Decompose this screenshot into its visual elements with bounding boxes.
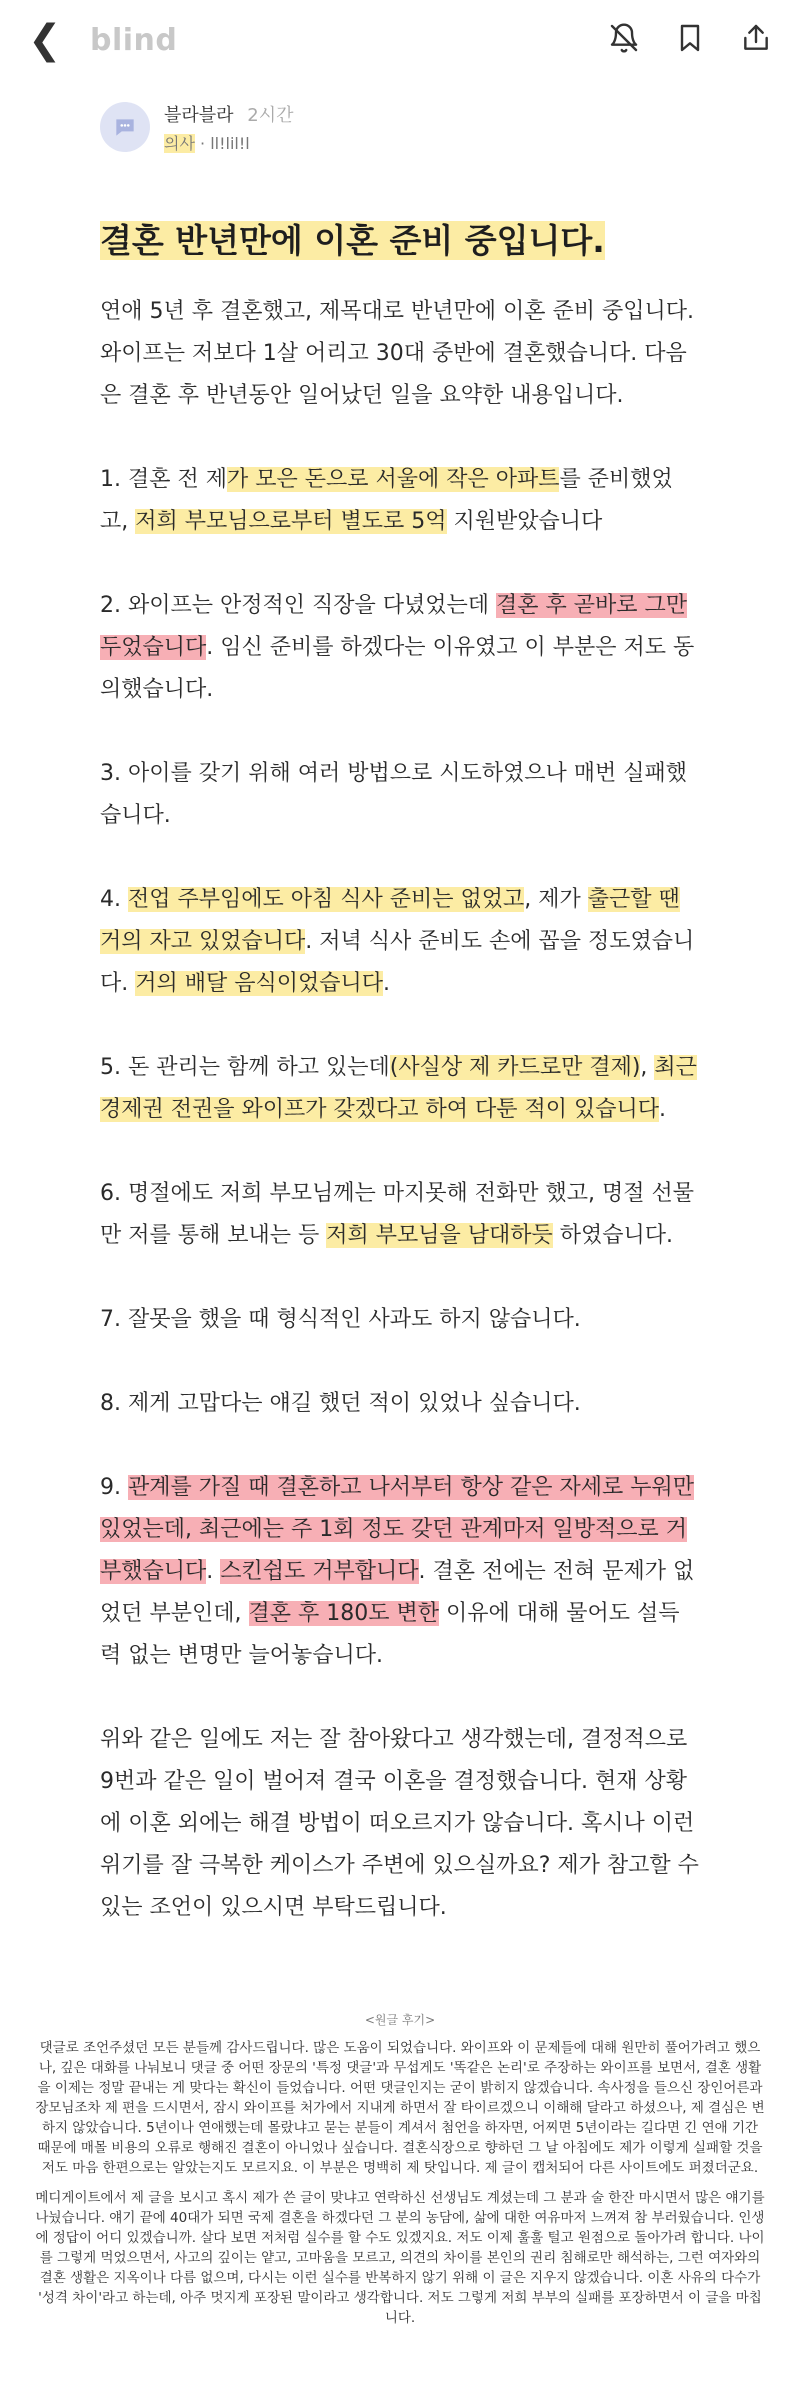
bell-off-icon[interactable] [608, 22, 640, 58]
post-intro: 연애 5년 후 결혼했고, 제목대로 반년만에 이혼 준비 중입니다. 와이프는 저보다 1살 어리고 30대 중반에 결혼했습니다. 다음은 결혼 후 반년동안 일어났던 일을 요약한 내용입니다. [100, 298, 694, 408]
epilogue-paragraph: 댓글로 조언주셨던 모든 분들께 감사드립니다. 많은 도움이 되었습니다. 와이프와 이 문제들에 대해 원만히 풀어가려고 했으나, 깊은 대화를 나눠보니 댓글 중 어떤 장문의 '특정 댓글'과 무섭게도 '똑같은 논리'로 주장하는 와이프를 보면서, 결혼 생활을 이제는 정말 끝내는 게 맞다는 확신이 들었습니다. 어떤 댓글인지는 굳이 밝히지 않겠습니다. 속사정을 들으신 장인어른과 장모님조차 제 편을 드시면서, 잠시 와이프를 처가에서 지내게 하면서 잘 타이르겠으니 이해해 달라고 하셨으나, 제 결심은 변하지 않았습니다. 5년이나 연애했는데 몰랐냐고 묻는 분들이 계셔서 첨언을 하자면, 어찌면 5년이라는 길다면 긴 연애 기간 때문에 매몰 비용의 오류로 행해진 결혼이 아니었나 싶습니다. 결혼식장으로 향하던 그 날 아침에도 제가 이렇게 실패할 것을 저도 마음 한편으로는 알았는지도 모르지요. 이 부분은 명백히 제 탓입니다. 제 글이 캡처되어 다른 사이트에도 퍼졌더군요. [35, 2040, 765, 2176]
list-item: 7. 잘못을 했을 때 형식적인 사과도 하지 않습니다. [100, 1306, 581, 1332]
avatar[interactable] [100, 102, 150, 152]
list-item: 8. 제게 고맙다는 얘길 했던 적이 있었나 싶습니다. [100, 1390, 581, 1416]
chevron-left-icon[interactable]: ❮ [28, 17, 62, 63]
brand-logo: blind [90, 22, 178, 58]
post-time: 2시간 [247, 104, 294, 126]
list-item: 9. 관계를 가질 때 결혼하고 나서부터 항상 같은 자세로 누워만 있었는데, 최근에는 주 1회 정도 갖던 관계마저 일방적으로 거부했습니다. 스킨쉽도 거부합니다. 결혼 전에는 전혀 문제가 없었던 부분인데, 결혼 후 180도 변한 이유에 대해 물어도 설득력 없는 변명만 늘어놓습니다. [100, 1474, 695, 1668]
post-closing: 위와 같은 일에도 저는 잘 참아왔다고 생각했는데, 결정적으로 9번과 같은 일이 벌어져 결국 이혼을 결정했습니다. 현재 상황에 이혼 외에는 해결 방법이 떠오르지가 않습니다. 혹시나 이런 위기를 잘 극복한 케이스가 주변에 있으실까요? 제가 참고할 수 있는 조언이 있으시면 부탁드립니다. [100, 1726, 699, 1920]
header-actions [608, 22, 772, 58]
author-company[interactable]: 의사 [164, 133, 195, 153]
post-body [100, 291, 700, 1929]
author-meta [164, 101, 294, 154]
list-item: 5. 돈 관리는 함께 하고 있는데(사실상 제 카드로만 결제), 최근 경제권 전권을 와이프가 갖겠다고 하여 다툰 적이 있습니다. [100, 1054, 697, 1122]
share-icon[interactable] [740, 22, 772, 58]
list-item: 6. 명절에도 저희 부모님께는 마지못해 전화만 했고, 명절 선물만 저를 통해 보내는 등 저희 부모님을 남대하듯 하였습니다. [100, 1180, 694, 1248]
epilogue-title: <원글 후기> [364, 2013, 436, 2027]
author-nickname: ll!lil!l [210, 133, 250, 153]
post-author [0, 80, 800, 160]
bookmark-icon[interactable] [674, 22, 706, 58]
list-item: 4. 전업 주부임에도 아침 식사 준비는 없었고, 제가 출근할 땐 거의 자고 있었습니다. 저녁 식사 준비도 손에 꼽을 정도였습니다. 거의 배달 음식이었습니다. [100, 886, 695, 996]
original-post-epilogue [0, 2010, 800, 2338]
list-item: 1. 결혼 전 제가 모은 돈으로 서울에 작은 아파트를 준비했었고, 저희 부모님으로부터 별도로 5억 지원받았습니다 [100, 466, 673, 534]
list-item: 2. 와이프는 안정적인 직장을 다녔었는데 결혼 후 곧바로 그만두었습니다. 임신 준비를 하겠다는 이유였고 이 부분은 저도 동의했습니다. [100, 592, 695, 702]
chat-bubble-icon [112, 114, 138, 140]
post-title: 결혼 반년만에 이혼 준비 중입니다. [100, 221, 605, 260]
epilogue-paragraph: 메디게이트에서 제 글을 보시고 혹시 제가 쓴 글이 맞냐고 연락하신 선생님도 계셨는데 그 분과 술 한잔 마시면서 많은 얘기를 나눴습니다. 얘기 끝에 40대가 되면 국제 결혼을 하겠다던 그 분의 농담에, 삶에 대한 여유마저 느껴져 참 부러웠습니다. 인생에 정답이 어디 있겠습니까. 살다 보면 저처럼 실수를 할 수도 있겠지요. 저도 이제 훌훌 털고 원점으로 돌아가려 합니다. 나이를 그렇게 먹었으면서, 사고의 깊이는 얕고, 고마움을 모르고, 의견의 차이를 본인의 권리 침해로만 해석하는, 그런 여자와의 결혼 생활은 지옥이나 다름 없으며, 다시는 이런 실수를 반복하지 않기 위해 이 글은 지우지 않겠습니다. 이혼 사유의 다수가 '성격 차이'라고 하는데, 아주 멋지게 포장된 말이라고 생각합니다. 저도 그렇게 저희 부부의 실패를 포장하면서 이 글을 마칩니다. [35, 2190, 765, 2326]
app-header [0, 0, 800, 80]
list-item: 3. 아이를 갖기 위해 여러 방법으로 시도하였으나 매번 실패했습니다. [100, 760, 687, 828]
author-name[interactable]: 블라블라 [164, 104, 234, 126]
separator-dot: · [200, 133, 206, 153]
